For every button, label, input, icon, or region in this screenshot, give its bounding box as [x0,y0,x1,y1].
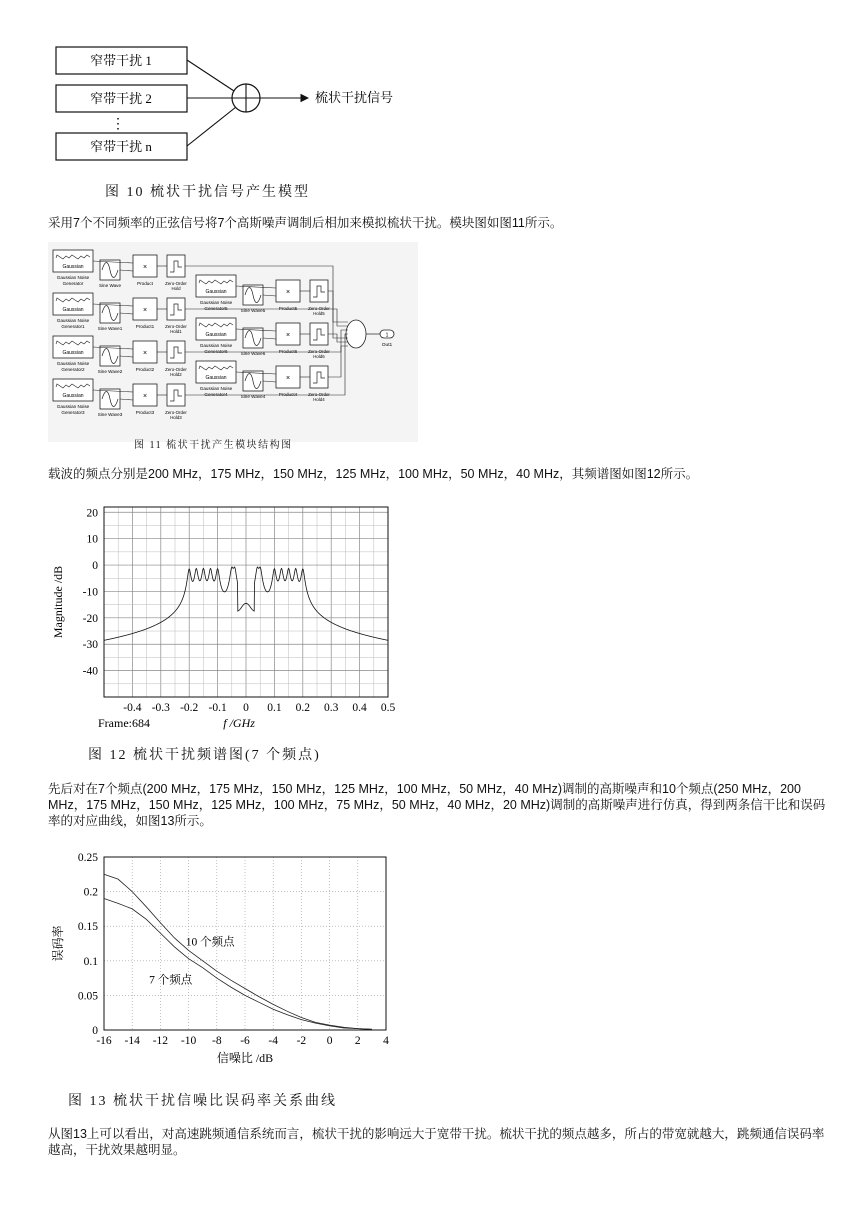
fig11-sine-label: Sine Wave2 [97,369,123,374]
fig11-gen-label-b: Generator6 [204,349,228,354]
fig11-out-label: Out1 [381,343,393,348]
fig11-zoh-label-b: Hold2 [170,372,182,377]
paragraph-4: 从图13上可以看出，对高速跳频通信系统而言，梳状干扰的影响远大于宽带干扰。梳状干扰的频点越多，所占的带宽就越大，跳频通信误码率越高，干扰效果越明显。 [48,1127,825,1157]
fig11-zoh-label-b: Hold5 [313,311,325,316]
fig11-gen-label-a: Gaussian Noise [56,361,90,366]
fig12-xtick-label: -0.3 [151,702,170,714]
fig10-caption: 图 10 梳状干扰信号产生模型 [105,185,310,200]
fig11-gen-label-a: Gaussian Noise [56,318,90,323]
fig11-product-label: Product2 [135,367,155,372]
fig12-chart [48,495,408,735]
fig11-product-label: Product5 [278,306,298,311]
fig11-gaussian-label: Gaussian [62,393,84,399]
fig11-caption: 图 11 梳状干扰产生模块结构图 [134,440,293,451]
fig11-sine-label: Sine Wave4 [240,394,266,399]
fig11-out-port-number: 1 [385,332,389,339]
fig11-product-symbol: × [142,264,148,271]
fig13-chart [48,845,408,1075]
fig11-gen-label-b: Generator2 [61,367,85,372]
fig11-zoh-label-a: Zero-Order [165,324,187,329]
fig13-xtick-label: 2 [354,1035,361,1047]
fig13-ytick-label: 0 [92,1025,98,1037]
fig11-zoh-block [310,280,328,302]
fig11-zoh-label-a: Zero-Order [165,281,187,286]
figure-13 [48,845,408,1075]
fig12-xtick-label: 0.3 [324,702,339,714]
fig13-xtick-label: -10 [180,1035,197,1047]
fig11-gaussian-label: Gaussian [62,350,84,356]
fig13-series-line-0 [104,874,372,1029]
fig13-xtick-label: -2 [296,1035,307,1047]
fig11-gen-label-a: Gaussian Noise [56,404,90,409]
fig12-ytick-label: -30 [82,639,98,652]
fig13-ytick-label: 0.2 [83,886,98,899]
fig12-ylabel: Magnitude /dB [51,565,65,639]
fig11-gen-label-b: Generator1 [61,324,85,329]
fig11-gaussian-label: Gaussian [62,264,84,270]
fig11-gen-label-a: Gaussian Noise [199,386,233,391]
fig13-ytick-label: 0.1 [83,955,98,968]
fig13-xtick-label: -4 [268,1035,278,1047]
fig11-zoh-label-b: Hold [171,286,181,291]
fig12-xtick-label: 0.2 [295,702,310,714]
fig11-zoh-label-a: Zero-Order [308,306,330,311]
fig11-sine-label: Sine Wave6 [240,351,266,356]
fig10-diagram [40,40,440,170]
fig12-ytick-label: 10 [86,533,98,546]
fig13-xtick-label: 4 [383,1035,389,1047]
fig12-xtick-label: 0 [243,702,249,714]
fig13-xtick-label: -12 [152,1035,169,1047]
fig13-xtick-label: -14 [124,1035,140,1047]
fig12-ytick-label: -40 [82,665,98,678]
fig11-product-symbol: × [142,393,148,400]
fig11-zoh-block [167,341,185,363]
fig13-ytick-label: 0.25 [77,852,98,864]
fig11-product-symbol: × [142,350,148,357]
fig11-gen-label-b: Generator [62,281,84,286]
fig11-zoh-label-a: Zero-Order [165,410,187,415]
fig12-ytick-label: -10 [82,586,98,599]
paragraph-2: 载波的频点分别是200 MHz，175 MHz，150 MHz，125 MHz，100 MHz，50 MHz，40 MHz，其频谱图如图12所示。 [48,467,699,481]
figure-10 [40,40,440,170]
fig11-block-diagram [48,242,418,442]
fig13-ytick-label: 0.15 [77,921,98,934]
fig11-zoh-block [167,384,185,406]
fig11-zoh-label-b: Hold6 [313,354,325,359]
fig13-series-line-1 [104,899,372,1030]
fig11-gen-label-b: Generator4 [204,392,228,397]
figure-12 [48,495,408,735]
fig10-link-1 [187,60,234,91]
fig13-xtick-label: -16 [96,1035,112,1047]
fig11-product-symbol: × [285,289,291,296]
fig13-caption: 图 13 梳状干扰信噪比误码率关系曲线 [68,1094,337,1109]
fig12-caption: 图 12 梳状干扰频谱图(7 个频点) [88,748,321,763]
fig11-sine-label: Sine Wave1 [97,326,123,331]
fig10-box-n-label: 窄带干扰 n [90,139,152,154]
fig11-zoh-label-a: Zero-Order [165,367,187,372]
fig11-gen-label-b: Generator5 [204,306,228,311]
fig11-product-label: Product1 [135,324,155,329]
fig10-link-n [187,107,236,146]
fig12-xtick-label: -0.4 [123,702,142,714]
fig13-legend-10-points: 10 个频点 [185,936,235,949]
fig12-xtick-label: 0.5 [380,702,396,714]
fig11-zoh-label-a: Zero-Order [308,349,330,354]
fig11-zoh-label-b: Hold3 [170,415,182,420]
fig11-product-symbol: × [285,332,291,339]
fig13-legend-7-points: 7 个频点 [149,974,193,987]
fig13-xlabel: 信噪比 /dB [216,1051,274,1065]
fig11-product-label: Product [137,281,153,286]
fig11-gen-label-a: Gaussian Noise [199,343,233,348]
paragraph-1: 采用7个不同频率的正弦信号将7个高斯噪声调制后相加来模拟梳状干扰。模块图如图11所示。 [48,216,563,230]
fig12-ytick-label: 20 [86,507,98,520]
fig11-sine-label: Sine Wave3 [97,412,123,417]
fig11-gen-label-a: Gaussian Noise [199,300,233,305]
fig13-xtick-label: -6 [240,1035,250,1047]
fig11-gen-label-a: Gaussian Noise [56,275,90,280]
fig11-gaussian-label: Gaussian [205,375,227,381]
fig10-box-1-label: 窄带干扰 1 [90,53,152,68]
fig12-frame-label: Frame:684 [98,716,150,730]
fig13-ytick-label: 0.05 [77,990,98,1003]
fig12-ytick-label: -20 [82,612,98,625]
fig11-zoh-block [310,323,328,345]
fig13-xtick-label: 0 [326,1035,333,1047]
fig11-sum-block [346,320,366,348]
fig11-product-symbol: × [142,307,148,314]
fig11-zoh-label-b: Hold1 [170,329,182,334]
fig13-ylabel: 误码率 [51,925,65,962]
fig11-product-label: Product3 [135,410,155,415]
fig11-zoh-block [167,255,185,277]
fig11-zoh-block [167,298,185,320]
fig11-product-label: Product4 [278,392,298,397]
fig11-gaussian-label: Gaussian [62,307,84,313]
fig11-sine-label: Sine Wave [98,283,122,288]
fig12-xtick-label: -0.2 [180,702,199,714]
fig10-dots: ⋮ [111,117,125,132]
fig11-gaussian-label: Gaussian [205,332,227,338]
fig11-product-label: Product6 [278,349,298,354]
fig11-zoh-label-b: Hold4 [313,397,325,402]
fig10-output-label: 梳状干扰信号 [315,90,394,105]
fig11-product-symbol: × [285,375,291,382]
paragraph-3: 先后对在7个频点(200 MHz，175 MHz，150 MHz，125 MHz，100 MHz，50 MHz，40 MHz)调制的高斯噪声和10个频点(250 MHz，200 MHz，175 MHz，150 MHz，125 MHz，100 MHz，75 MHz，50 MHz，40 MHz，20 MHz)调制的高斯噪声进行仿真，得到两条信干比和误码率的对应曲线，如图13所示。 [48,782,826,828]
fig11-zoh-label-a: Zero-Order [308,392,330,397]
fig12-xtick-label: -0.1 [208,702,227,714]
figure-11 [48,242,418,442]
fig12-xtick-label: 0.4 [352,702,367,714]
fig10-box-2-label: 窄带干扰 2 [90,91,152,106]
fig11-zoh-block [310,366,328,388]
fig11-sine-label: Sine Wave5 [240,308,266,313]
fig12-xtick-label: 0.1 [267,702,282,714]
fig12-xlabel: f /GHz [223,716,255,730]
fig11-gen-label-b: Generator3 [61,410,85,415]
fig13-xtick-label: -8 [212,1035,222,1047]
fig11-gaussian-label: Gaussian [205,289,227,295]
fig12-ytick-label: 0 [92,560,98,573]
